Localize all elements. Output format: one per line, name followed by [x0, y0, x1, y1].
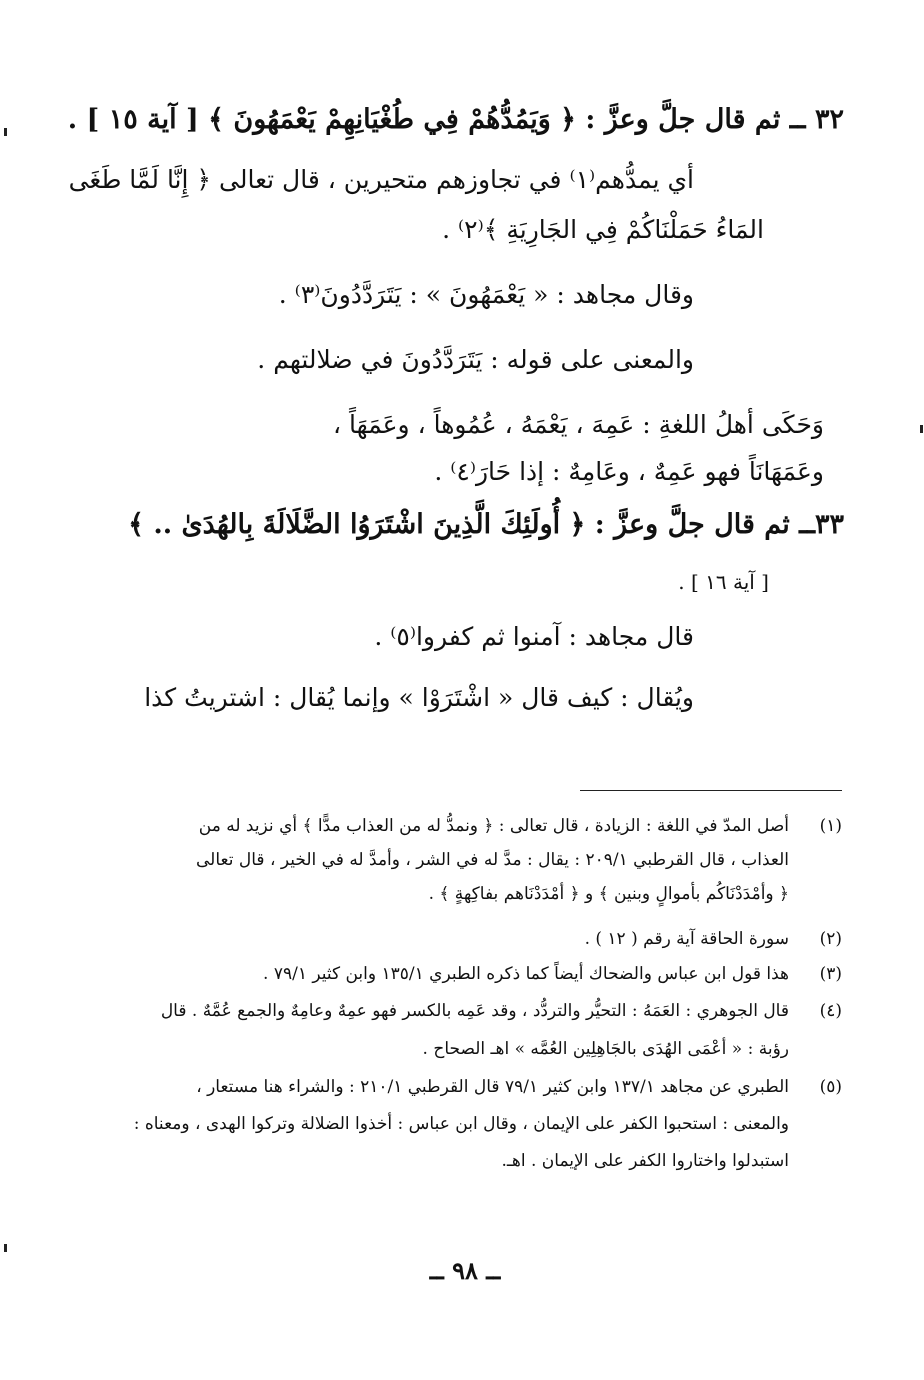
- main-line: ٣٢ ــ ثم قال جلَّ وعزَّ : ﴿ وَيَمُدُّهُمْ فِي طُغْيَانِهِمْ يَعْمَهُونَ ﴾ [ آية ١٥ ] .: [67, 104, 844, 135]
- footnote-number: (٥): [819, 1077, 842, 1097]
- scan-mark: [4, 1244, 7, 1252]
- footnote-line: أصل المدّ في اللغة : الزيادة ، قال تعالى : ﴿ ونمدُّ له من العذاب مدًّا ﴾ أي نزيد له من: [198, 816, 789, 836]
- main-line: وقال مجاهد : « يَعْمَهُونَ » : يَتَرَدَّدُونَ⁽٣⁾ .: [278, 280, 694, 309]
- footnote-line: الطبري عن مجاهد ١٣٧/١ وابن كثير ٧٩/١ قال القرطبي ٢١٠/١ : والشراء هنا مستعار ،: [196, 1077, 789, 1097]
- main-line: قال مجاهد : آمنوا ثم كفروا⁽٥⁾ .: [374, 622, 694, 651]
- page-number: ــ ٩٨ ــ: [429, 1256, 501, 1285]
- footnote-line: والمعنى : استحبوا الكفر على الإيمان ، وقال ابن عباس : أخذوا الضلالة وتركوا الهدى ، ومعناه :: [133, 1114, 789, 1134]
- verse-33-heading: [84, 505, 844, 545]
- main-line: [ آية ١٦ ] .: [678, 570, 769, 594]
- footnote-line: العذاب ، قال القرطبي ٢٠٩/١ : يقال : مدَّ له في الشر ، وأمدَّ له في الخير ، قال تعالى: [196, 850, 789, 870]
- main-line: وَحَكَى أهلُ اللغةِ : عَمِهَ ، يَعْمَهُ ، عُمُوهاً ، وعَمَهَاً ،: [333, 410, 824, 439]
- main-line: المَاءُ حَمَلْنَاكُمْ فِي الجَارِيَةِ ﴾⁽٢⁾ .: [442, 215, 764, 244]
- main-line: وعَمَهَانَاً فهو عَمِهٌ ، وعَامِهٌ : إذا حَارَ⁽٤⁾ .: [434, 457, 824, 486]
- main-line: أي يمدُّهم⁽١⁾ في تجاوزهم متحيرين ، قال تعالى ﴿ إِنَّا لَمَّا طَغَى: [68, 165, 694, 194]
- footnote-line: هذا قول ابن عباس والضحاك أيضاً كما ذكره الطبري ١٣٥/١ وابن كثير ٧٩/١ .: [263, 964, 789, 984]
- footnote-separator: [580, 790, 842, 791]
- footnote-line: رؤبة : « أعْمَى الهُدَى بالجَاهِلِين العُمَّه » اهـ الصحاح .: [422, 1039, 789, 1059]
- scan-mark: [4, 128, 7, 136]
- footnote-line: قال الجوهري : العَمَهُ : التحيُّر والتردُّد ، وقد عَمِه بالكسر فهو عمِهٌ وعامِهٌ والجمع عُمَّهٌ . قال: [160, 1001, 789, 1021]
- footnote-number: (٢): [819, 929, 842, 949]
- scan-mark: [920, 425, 923, 433]
- footnote-number: (١): [819, 816, 842, 836]
- footnote-line: سورة الحاقة آية رقم ( ١٢ ) .: [584, 929, 789, 949]
- footnote-line: ﴿ وأمْدَدْنَاكُم بأموالٍ وبنين ﴾ و ﴿ أمْدَدْنَاهم بفاكِهةٍ ﴾ .: [428, 884, 789, 904]
- main-line: ويُقال : كيف قال « اشْتَرَوْا » وإنما يُقال : اشتريتُ كذا: [144, 683, 694, 712]
- footnote-line: استبدلوا واختاروا الكفر على الإيمان . اهـ.: [501, 1151, 789, 1171]
- footnote-number: (٣): [819, 964, 842, 984]
- verse-32-heading: [67, 100, 844, 140]
- main-line: والمعنى على قوله : يَتَرَدَّدُونَ في ضلالتهم .: [257, 345, 694, 374]
- main-line: ٣٣ــ ثم قال جلَّ وعزَّ : ﴿ أُولَئِكَ الَّذِينَ اشْتَرَوُا الضَّلَالَةَ بِالهُدَىٰ .. ﴾: [128, 509, 844, 540]
- footnote-number: (٤): [819, 1001, 842, 1021]
